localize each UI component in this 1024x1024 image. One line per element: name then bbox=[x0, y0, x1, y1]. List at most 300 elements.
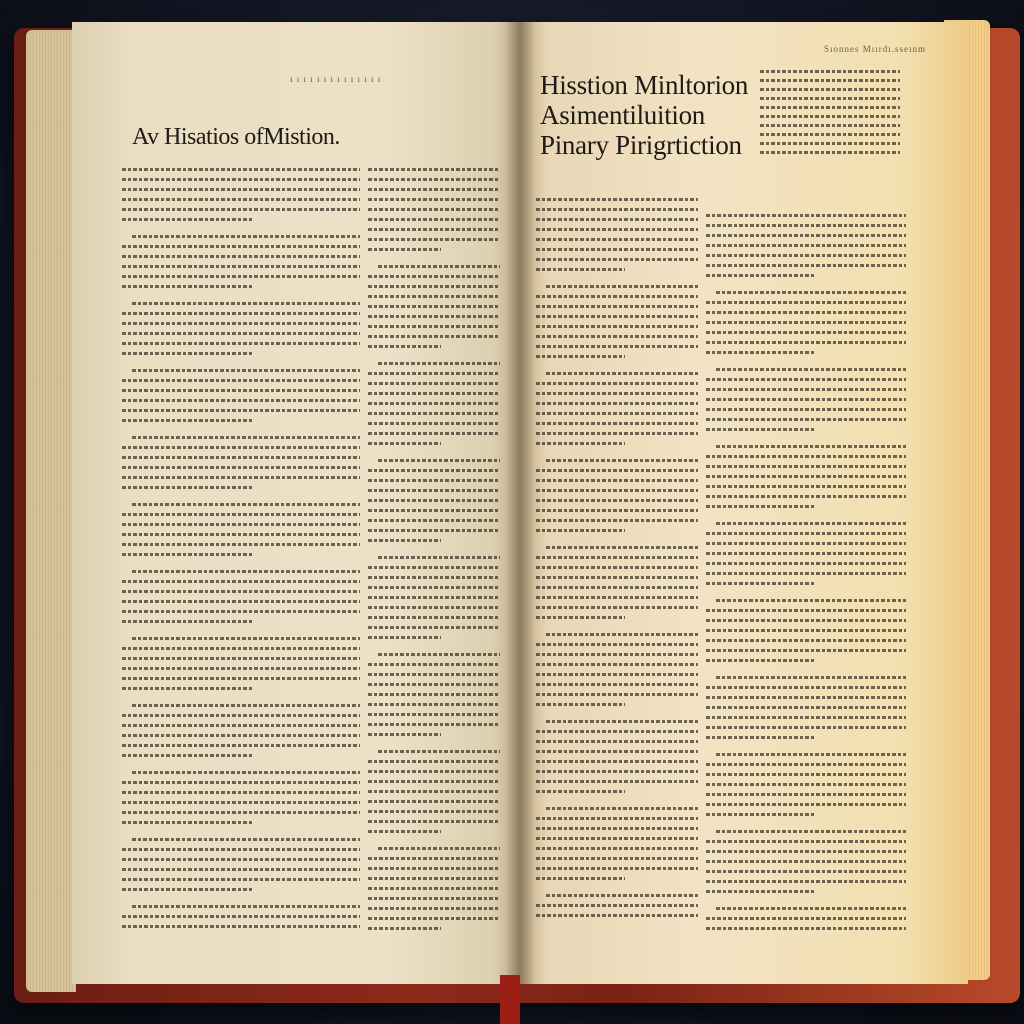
text-line bbox=[536, 596, 698, 599]
right-column-1 bbox=[536, 198, 698, 924]
text-line bbox=[536, 730, 698, 733]
text-line bbox=[368, 178, 500, 181]
text-line bbox=[122, 486, 253, 489]
text-line bbox=[546, 894, 698, 897]
text-line bbox=[378, 459, 500, 462]
text-line bbox=[546, 807, 698, 810]
text-line bbox=[122, 352, 253, 355]
text-line bbox=[122, 419, 253, 422]
left-page-edges bbox=[26, 30, 76, 992]
text-line bbox=[536, 238, 698, 241]
text-line bbox=[368, 238, 500, 241]
text-line bbox=[536, 837, 698, 840]
text-line bbox=[706, 659, 816, 662]
text-line bbox=[536, 770, 698, 773]
text-line bbox=[122, 868, 360, 871]
text-line bbox=[368, 790, 500, 793]
text-line bbox=[122, 476, 360, 479]
text-line bbox=[536, 857, 698, 860]
text-line bbox=[536, 914, 698, 917]
text-line bbox=[368, 636, 441, 639]
paragraph-gap bbox=[368, 355, 500, 362]
text-line bbox=[132, 436, 360, 439]
text-line bbox=[546, 720, 698, 723]
text-line bbox=[368, 596, 500, 599]
text-line bbox=[536, 295, 698, 298]
text-line bbox=[536, 412, 698, 415]
text-line bbox=[368, 917, 500, 920]
text-line bbox=[368, 392, 500, 395]
text-line bbox=[536, 750, 698, 753]
text-line bbox=[122, 553, 253, 556]
text-line bbox=[368, 897, 500, 900]
text-line bbox=[122, 667, 360, 670]
text-line bbox=[368, 887, 500, 890]
text-line bbox=[368, 275, 500, 278]
text-line bbox=[536, 509, 698, 512]
text-line bbox=[536, 616, 625, 619]
text-line bbox=[368, 228, 500, 231]
text-line bbox=[706, 331, 906, 334]
paragraph-gap bbox=[122, 630, 360, 637]
text-line bbox=[132, 235, 360, 238]
text-line bbox=[368, 800, 500, 803]
text-line bbox=[546, 372, 698, 375]
text-line bbox=[368, 927, 441, 930]
text-line bbox=[132, 771, 360, 774]
text-line bbox=[368, 345, 441, 348]
text-line bbox=[368, 770, 500, 773]
text-line bbox=[122, 744, 360, 747]
text-line bbox=[536, 790, 625, 793]
text-line bbox=[122, 456, 360, 459]
text-line bbox=[706, 572, 906, 575]
text-line bbox=[536, 586, 698, 589]
text-line bbox=[368, 566, 500, 569]
text-line bbox=[536, 606, 698, 609]
text-line bbox=[536, 305, 698, 308]
paragraph-gap bbox=[368, 549, 500, 556]
text-line bbox=[368, 820, 500, 823]
text-line bbox=[122, 848, 360, 851]
text-line bbox=[706, 773, 906, 776]
text-line bbox=[122, 734, 360, 737]
text-line bbox=[536, 489, 698, 492]
text-line bbox=[706, 351, 816, 354]
text-line bbox=[536, 208, 698, 211]
text-line bbox=[706, 234, 906, 237]
right-title-line: Asimentiluition bbox=[540, 100, 706, 130]
text-line bbox=[536, 402, 698, 405]
paragraph-gap bbox=[706, 438, 906, 445]
paragraph-gap bbox=[122, 563, 360, 570]
text-line bbox=[368, 499, 500, 502]
text-line bbox=[368, 422, 500, 425]
text-line bbox=[368, 295, 500, 298]
text-line bbox=[536, 382, 698, 385]
text-line bbox=[536, 653, 698, 656]
text-line bbox=[122, 533, 360, 536]
text-line bbox=[368, 693, 500, 696]
text-line bbox=[706, 224, 906, 227]
text-line bbox=[706, 378, 906, 381]
text-line bbox=[122, 878, 360, 881]
text-line bbox=[132, 905, 360, 908]
paragraph-gap bbox=[706, 900, 906, 907]
text-line bbox=[122, 724, 360, 727]
text-line bbox=[706, 485, 906, 488]
text-line bbox=[368, 606, 500, 609]
text-line bbox=[122, 168, 360, 171]
paragraph-gap bbox=[122, 697, 360, 704]
text-line bbox=[378, 362, 500, 365]
text-line bbox=[122, 513, 360, 516]
text-line bbox=[122, 811, 360, 814]
text-line bbox=[368, 586, 500, 589]
text-line bbox=[122, 925, 360, 928]
text-line bbox=[760, 115, 900, 118]
text-line bbox=[716, 907, 906, 910]
paragraph-gap bbox=[536, 800, 698, 807]
text-line bbox=[368, 733, 441, 736]
text-line bbox=[706, 321, 906, 324]
text-line bbox=[706, 301, 906, 304]
text-line bbox=[760, 88, 900, 91]
text-line bbox=[716, 368, 906, 371]
text-line bbox=[706, 716, 906, 719]
text-line bbox=[368, 372, 500, 375]
text-line bbox=[536, 663, 698, 666]
text-line bbox=[122, 781, 360, 784]
text-line bbox=[122, 466, 360, 469]
paragraph-gap bbox=[536, 887, 698, 894]
text-line bbox=[122, 218, 253, 221]
text-line bbox=[122, 446, 360, 449]
text-line bbox=[706, 763, 906, 766]
text-line bbox=[132, 838, 360, 841]
text-line bbox=[132, 570, 360, 573]
text-line bbox=[536, 566, 698, 569]
text-line bbox=[536, 355, 625, 358]
text-line bbox=[122, 379, 360, 382]
text-line bbox=[536, 392, 698, 395]
text-line bbox=[760, 124, 900, 127]
text-line bbox=[706, 388, 906, 391]
text-line bbox=[368, 412, 500, 415]
text-line bbox=[122, 322, 360, 325]
text-line bbox=[536, 315, 698, 318]
right-page bbox=[520, 22, 968, 984]
text-line bbox=[706, 890, 816, 893]
left-running-head: ı ı ı ı ı ı ı ı ı ı ı ı ı ı bbox=[290, 74, 382, 84]
text-line bbox=[706, 214, 906, 217]
text-line bbox=[122, 245, 360, 248]
paragraph-gap bbox=[706, 823, 906, 830]
text-line bbox=[706, 428, 816, 431]
text-line bbox=[122, 188, 360, 191]
paragraph-gap bbox=[122, 831, 360, 838]
text-line bbox=[122, 285, 253, 288]
text-line bbox=[368, 432, 500, 435]
text-line bbox=[536, 519, 698, 522]
text-line bbox=[536, 877, 625, 880]
text-line bbox=[122, 409, 360, 412]
text-line bbox=[716, 676, 906, 679]
right-title-line: Hisstion Minltorion bbox=[540, 70, 749, 100]
text-line bbox=[716, 445, 906, 448]
text-line bbox=[132, 704, 360, 707]
text-line bbox=[760, 97, 900, 100]
text-line bbox=[536, 499, 698, 502]
text-line bbox=[368, 713, 500, 716]
text-line bbox=[706, 870, 906, 873]
text-line bbox=[536, 904, 698, 907]
text-line bbox=[536, 576, 698, 579]
paragraph-gap bbox=[706, 592, 906, 599]
paragraph-gap bbox=[122, 429, 360, 436]
text-line bbox=[716, 599, 906, 602]
text-line bbox=[132, 302, 360, 305]
text-line bbox=[368, 877, 500, 880]
text-line bbox=[536, 703, 625, 706]
paragraph-gap bbox=[706, 361, 906, 368]
text-line bbox=[536, 693, 698, 696]
text-line bbox=[368, 442, 441, 445]
paragraph-gap bbox=[536, 539, 698, 546]
paragraph-gap bbox=[706, 515, 906, 522]
left-page-title: Av Hisatios ofMistion. bbox=[132, 124, 340, 150]
paragraph-gap bbox=[706, 669, 906, 676]
text-line bbox=[122, 647, 360, 650]
text-line bbox=[368, 529, 500, 532]
text-line bbox=[536, 218, 698, 221]
text-line bbox=[122, 198, 360, 201]
paragraph-gap bbox=[536, 626, 698, 633]
text-line bbox=[536, 422, 698, 425]
text-line bbox=[122, 523, 360, 526]
paragraph-gap bbox=[122, 496, 360, 503]
text-line bbox=[122, 342, 360, 345]
text-line bbox=[706, 696, 906, 699]
text-line bbox=[122, 657, 360, 660]
text-line bbox=[368, 315, 500, 318]
text-line bbox=[368, 402, 500, 405]
text-line bbox=[368, 208, 500, 211]
text-line bbox=[536, 442, 625, 445]
text-line bbox=[760, 70, 900, 73]
right-page-title bbox=[540, 70, 748, 160]
text-line bbox=[122, 677, 360, 680]
text-line bbox=[706, 639, 906, 642]
paragraph-gap bbox=[706, 284, 906, 291]
text-line bbox=[706, 495, 906, 498]
text-line bbox=[368, 248, 441, 251]
text-line bbox=[368, 519, 500, 522]
text-line bbox=[368, 539, 441, 542]
text-line bbox=[122, 389, 360, 392]
text-line bbox=[132, 637, 360, 640]
text-line bbox=[706, 860, 906, 863]
text-line bbox=[716, 830, 906, 833]
text-line bbox=[378, 556, 500, 559]
text-line bbox=[536, 479, 698, 482]
text-line bbox=[536, 847, 698, 850]
text-line bbox=[706, 609, 906, 612]
text-line bbox=[368, 626, 500, 629]
paragraph-gap bbox=[122, 295, 360, 302]
left-page bbox=[72, 22, 520, 984]
text-line bbox=[122, 858, 360, 861]
text-line bbox=[122, 754, 253, 757]
text-line bbox=[546, 459, 698, 462]
right-column-2 bbox=[706, 214, 906, 937]
text-line bbox=[132, 503, 360, 506]
text-line bbox=[546, 546, 698, 549]
text-line bbox=[368, 810, 500, 813]
text-line bbox=[536, 529, 625, 532]
text-line bbox=[378, 847, 500, 850]
text-line bbox=[706, 783, 906, 786]
text-line bbox=[706, 629, 906, 632]
text-line bbox=[122, 821, 253, 824]
text-line bbox=[546, 285, 698, 288]
text-line bbox=[122, 255, 360, 258]
text-line bbox=[536, 258, 698, 261]
paragraph-gap bbox=[122, 764, 360, 771]
text-line bbox=[706, 880, 906, 883]
text-line bbox=[122, 791, 360, 794]
text-line bbox=[706, 244, 906, 247]
text-line bbox=[122, 178, 360, 181]
text-line bbox=[706, 475, 906, 478]
text-line bbox=[122, 399, 360, 402]
text-line bbox=[368, 335, 500, 338]
text-line bbox=[706, 686, 906, 689]
text-line bbox=[368, 305, 500, 308]
text-line bbox=[368, 830, 441, 833]
text-line bbox=[760, 106, 900, 109]
text-line bbox=[706, 532, 906, 535]
text-line bbox=[760, 151, 900, 154]
text-line bbox=[368, 489, 500, 492]
text-line bbox=[536, 432, 698, 435]
text-line bbox=[536, 780, 698, 783]
text-line bbox=[536, 248, 698, 251]
left-column-2 bbox=[368, 168, 500, 944]
text-line bbox=[706, 726, 906, 729]
text-line bbox=[122, 915, 360, 918]
text-line bbox=[536, 817, 698, 820]
paragraph-gap bbox=[368, 452, 500, 459]
text-line bbox=[706, 793, 906, 796]
text-line bbox=[706, 813, 816, 816]
text-line bbox=[536, 325, 698, 328]
paragraph-gap bbox=[536, 452, 698, 459]
text-line bbox=[706, 341, 906, 344]
text-line bbox=[122, 265, 360, 268]
text-line bbox=[368, 168, 500, 171]
text-line bbox=[536, 643, 698, 646]
text-line bbox=[368, 703, 500, 706]
text-line bbox=[536, 198, 698, 201]
text-line bbox=[536, 760, 698, 763]
text-line bbox=[706, 311, 906, 314]
text-line bbox=[122, 714, 360, 717]
text-line bbox=[706, 455, 906, 458]
text-line bbox=[122, 888, 253, 891]
text-line bbox=[122, 312, 360, 315]
text-line bbox=[122, 600, 360, 603]
text-line bbox=[706, 418, 906, 421]
paragraph-gap bbox=[122, 898, 360, 905]
paragraph-gap bbox=[368, 646, 500, 653]
text-line bbox=[706, 505, 816, 508]
paragraph-gap bbox=[368, 258, 500, 265]
text-line bbox=[368, 469, 500, 472]
text-line bbox=[378, 653, 500, 656]
text-line bbox=[368, 616, 500, 619]
text-line bbox=[122, 208, 360, 211]
text-line bbox=[536, 683, 698, 686]
paragraph-gap bbox=[536, 278, 698, 285]
text-line bbox=[706, 552, 906, 555]
text-line bbox=[368, 285, 500, 288]
text-line bbox=[368, 382, 500, 385]
text-line bbox=[368, 576, 500, 579]
text-line bbox=[368, 683, 500, 686]
right-running-head: Sıonnes Mıırdı.sseınm bbox=[824, 44, 927, 54]
text-line bbox=[368, 188, 500, 191]
text-line bbox=[706, 850, 906, 853]
text-line bbox=[716, 753, 906, 756]
text-line bbox=[536, 268, 625, 271]
text-line bbox=[706, 927, 906, 930]
left-column-1 bbox=[122, 168, 360, 935]
text-line bbox=[368, 857, 500, 860]
text-line bbox=[368, 723, 500, 726]
text-line bbox=[122, 687, 253, 690]
text-line bbox=[706, 264, 906, 267]
text-line bbox=[536, 469, 698, 472]
paragraph-gap bbox=[122, 228, 360, 235]
text-line bbox=[368, 218, 500, 221]
paragraph-gap bbox=[368, 937, 500, 944]
text-line bbox=[122, 543, 360, 546]
text-line bbox=[706, 649, 906, 652]
text-line bbox=[368, 780, 500, 783]
paragraph-gap bbox=[536, 713, 698, 720]
text-line bbox=[536, 827, 698, 830]
text-line bbox=[378, 750, 500, 753]
text-line bbox=[760, 79, 900, 82]
right-header-text-block bbox=[760, 70, 900, 160]
text-line bbox=[706, 582, 816, 585]
text-line bbox=[716, 291, 906, 294]
text-line bbox=[368, 479, 500, 482]
text-line bbox=[536, 228, 698, 231]
text-line bbox=[368, 663, 500, 666]
text-line bbox=[706, 736, 816, 739]
text-line bbox=[122, 610, 360, 613]
text-line bbox=[536, 867, 698, 870]
text-line bbox=[706, 542, 906, 545]
text-line bbox=[536, 673, 698, 676]
text-line bbox=[122, 332, 360, 335]
paragraph-gap bbox=[706, 746, 906, 753]
text-line bbox=[368, 325, 500, 328]
paragraph-gap bbox=[368, 743, 500, 750]
paragraph-gap bbox=[536, 365, 698, 372]
